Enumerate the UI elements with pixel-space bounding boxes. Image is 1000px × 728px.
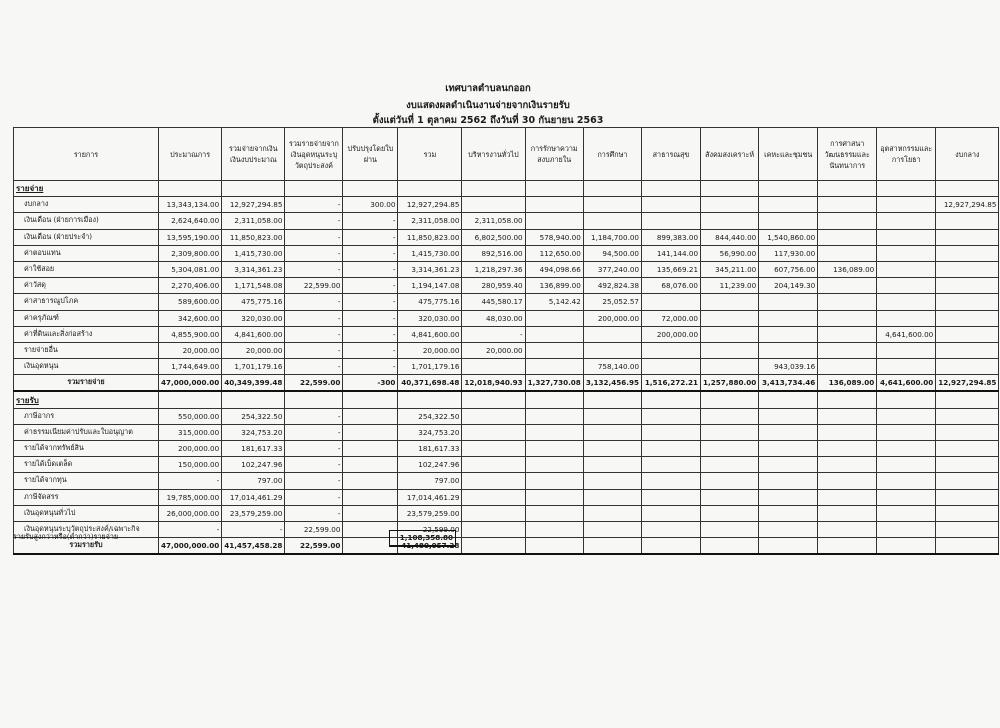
cell-value [818,359,877,375]
cell-value: 320,030.00 [222,310,285,326]
cell-value: 26,000,000.00 [159,505,222,521]
cell-value: - [343,538,398,555]
cell-value: 1,415,730.00 [222,245,285,261]
cell-value [525,326,583,342]
table-row [14,310,999,326]
cell-value: 797.00 [398,473,462,489]
cell-value: 22,599.00 [285,521,343,537]
table-row [14,294,999,310]
column-header: การศาสนาวัฒนธรรมและนันทนาการ [818,128,877,181]
cell-value [936,229,999,245]
surplus-label: รายรับสูงกว่าหรือ(ต่ำกว่า)รายจ่าย [13,532,119,541]
cell-value: 20,000.00 [398,342,462,358]
cell-value [701,310,759,326]
cell-value: 494,098.66 [525,261,583,277]
row-label: รวมรายรับ [14,538,159,555]
cell-value [936,342,999,358]
cell-value: 136,089.00 [818,261,877,277]
row-label: เงินอุดหนุนทั่วไป [14,505,159,521]
cell-value: - [285,408,343,424]
cell-value [877,359,936,375]
cell-value: - [343,278,398,294]
cell-value: - [159,521,222,537]
cell-value [525,213,583,229]
cell-value [343,457,398,473]
cell-value [759,342,818,358]
section-label: รายจ่าย [14,181,159,197]
cell-value [343,505,398,521]
row-label: รวมรายจ่าย [14,375,159,392]
cell-value: - [343,359,398,375]
report-period: ตั้งแต่วันที่ 1 ตุลาคม 2562 ถึงวันที่ 30 กันยายน 2563 [372,115,604,126]
column-header: รวมจ่ายจากเงินเงินงบประมาณ [222,128,285,181]
cell-value: - [343,213,398,229]
cell-value: - [285,197,343,213]
cell-value: - [343,294,398,310]
cell-value: 475,775.16 [222,294,285,310]
cell-value: 13,343,134.00 [159,197,222,213]
table-row [14,521,999,537]
section-row [14,391,999,408]
cell-value [525,342,583,358]
cell-value [343,424,398,440]
cell-value [701,359,759,375]
cell-value: 94,500.00 [583,245,641,261]
cell-value: - [462,326,525,342]
row-label: ค่าใช้สอย [14,261,159,277]
table-row [14,489,999,505]
cell-value: 47,000,000.00 [159,375,222,392]
cell-value [583,197,641,213]
column-header: เคหะและชุมชน [759,128,818,181]
cell-value: 200,000.00 [159,441,222,457]
cell-value: 797.00 [222,473,285,489]
cell-value: 1,218,297.36 [462,261,525,277]
cell-value [642,342,701,358]
cell-value: 181,617.33 [398,441,462,457]
cell-value: - [285,473,343,489]
cell-value: 181,617.33 [222,441,285,457]
row-label: เงินเดือน (ฝ่ายการเมือง) [14,213,159,229]
cell-value [759,197,818,213]
cell-value: 4,841,600.00 [398,326,462,342]
cell-value: 136,899.00 [525,278,583,294]
column-header: ปรับปรุงโดยใบผ่าน [343,128,398,181]
column-header: บริหารงานทั่วไป [462,128,525,181]
cell-value [877,197,936,213]
cell-value: - [285,294,343,310]
cell-value: 4,855,900.00 [159,326,222,342]
cell-value: 12,927,294.85 [936,375,999,392]
cell-value: 40,349,399.48 [222,375,285,392]
cell-value [642,197,701,213]
cell-value: 607,756.00 [759,261,818,277]
cell-value [877,229,936,245]
cell-value: 3,314,361.23 [398,261,462,277]
row-label: เงินเดือน (ฝ่ายประจำ) [14,229,159,245]
column-header: รวมรายจ่ายจากเงินอุดหนุนระบุวัตถุประสงค์ [285,128,343,181]
cell-value: 11,850,823.00 [398,229,462,245]
cell-value: 3,314,361.23 [222,261,285,277]
cell-value: - [285,359,343,375]
cell-value: - [222,521,285,537]
cell-value [525,197,583,213]
cell-value: - [285,213,343,229]
cell-value: 112,650.00 [525,245,583,261]
cell-value [818,278,877,294]
column-header: ประมาณการ [159,128,222,181]
cell-value: 56,990.00 [701,245,759,261]
cell-value [877,278,936,294]
cell-value: 117,930.00 [759,245,818,261]
cell-value: 758,140.00 [583,359,641,375]
cell-value: 550,000.00 [159,408,222,424]
table-row [14,229,999,245]
column-header: สาธารณสุข [642,128,701,181]
cell-value [936,261,999,277]
cell-value: 20,000.00 [222,342,285,358]
cell-value: 22,599.00 [398,521,462,537]
statement-table [13,127,999,555]
cell-value [583,213,641,229]
cell-value: - [285,326,343,342]
cell-value [701,342,759,358]
cell-value: 3,132,456.95 [583,375,641,392]
cell-value [642,294,701,310]
cell-value: 47,000,000.00 [159,538,222,555]
cell-value: 48,030.00 [462,310,525,326]
cell-value: 342,600.00 [159,310,222,326]
table-row [14,213,999,229]
table-row [14,197,999,213]
cell-value: - [285,229,343,245]
cell-value: - [159,473,222,489]
row-label: รายได้เบ็ดเตล็ด [14,457,159,473]
column-header: รวม [398,128,462,181]
cell-value: - [285,424,343,440]
column-header: การรักษาความสงบภายใน [525,128,583,181]
row-label: รายได้จากทุน [14,473,159,489]
row-label: รายจ่ายอื่น [14,342,159,358]
cell-value: 200,000.00 [583,310,641,326]
column-header: งบกลาง [936,128,999,181]
cell-value [343,473,398,489]
row-label: ค่าตอบแทน [14,245,159,261]
cell-value: 1,194,147.08 [398,278,462,294]
cell-value: 1,171,548.08 [222,278,285,294]
table-row [14,505,999,521]
cell-value: 11,239.00 [701,278,759,294]
cell-value: 5,142.42 [525,294,583,310]
cell-value: 4,641,600.00 [877,375,936,392]
row-label: ค่าวัสดุ [14,278,159,294]
org-title: เทศบาลตำบลนกออก [445,83,531,94]
cell-value: 68,076.00 [642,278,701,294]
cell-value: 204,149.30 [759,278,818,294]
column-header: รายการ [14,128,159,181]
cell-value: 892,516.00 [462,245,525,261]
cell-value [936,245,999,261]
cell-value: 475,775.16 [398,294,462,310]
cell-value: 899,383.00 [642,229,701,245]
cell-value [936,310,999,326]
cell-value: - [285,342,343,358]
cell-value: 102,247.96 [222,457,285,473]
cell-value: 136,089.00 [818,375,877,392]
row-label: ค่าสาธารณูปโภค [14,294,159,310]
cell-value [818,310,877,326]
row-label: ภาษีอากร [14,408,159,424]
cell-value: 19,785,000.00 [159,489,222,505]
cell-value: 578,940.00 [525,229,583,245]
cell-value [936,359,999,375]
cell-value: 280,959.40 [462,278,525,294]
cell-value [877,310,936,326]
cell-value [701,326,759,342]
table-row [14,441,999,457]
row-label: งบกลาง [14,197,159,213]
cell-value: - [343,342,398,358]
cell-value [759,326,818,342]
cell-value: 22,599.00 [285,375,343,392]
table-row [14,278,999,294]
cell-value: 1,701,179.16 [398,359,462,375]
column-header: สังคมสงเคราะห์ [701,128,759,181]
column-header: อุตสาหกรรมและการโยธา [877,128,936,181]
cell-value: 22,599.00 [285,538,343,555]
cell-value: 20,000.00 [159,342,222,358]
cell-value [818,342,877,358]
cell-value [701,213,759,229]
cell-value: 2,311,058.00 [222,213,285,229]
cell-value: 2,270,406.00 [159,278,222,294]
cell-value: 1,540,860.00 [759,229,818,245]
cell-value: 17,014,461.29 [398,489,462,505]
cell-value [818,245,877,261]
cell-value [701,294,759,310]
cell-value [877,245,936,261]
cell-value: 25,052.57 [583,294,641,310]
cell-value: 1,516,272.21 [642,375,701,392]
cell-value: 445,580.17 [462,294,525,310]
cell-value [877,294,936,310]
row-label: ภาษีจัดสรร [14,489,159,505]
total-row [14,538,999,555]
cell-value [343,408,398,424]
cell-value [936,278,999,294]
cell-value: 324,753.20 [222,424,285,440]
header-row [14,128,999,181]
cell-value: -300 [343,375,398,392]
cell-value [818,326,877,342]
cell-value [642,359,701,375]
cell-value: - [285,261,343,277]
cell-value: 23,579,259.00 [398,505,462,521]
cell-value [701,197,759,213]
cell-value: 6,802,500.00 [462,229,525,245]
cell-value: 1,744,649.00 [159,359,222,375]
cell-value: 2,309,800.00 [159,245,222,261]
cell-value: - [285,457,343,473]
cell-value [759,310,818,326]
cell-value: - [343,326,398,342]
total-row [14,375,999,392]
cell-value [525,310,583,326]
cell-value: 23,579,259.00 [222,505,285,521]
table-row [14,245,999,261]
cell-value: 141,144.00 [642,245,701,261]
cell-value: - [285,310,343,326]
cell-value: 377,240.00 [583,261,641,277]
cell-value [936,294,999,310]
row-label: ค่าครุภัณฑ์ [14,310,159,326]
cell-value: 1,184,700.00 [583,229,641,245]
row-label: ค่าธรรมเนียมค่าปรับและใบอนุญาต [14,424,159,440]
cell-value [583,326,641,342]
cell-value: 315,000.00 [159,424,222,440]
cell-value: 41,480,057.28 [398,538,462,555]
cell-value [759,294,818,310]
cell-value: 12,927,294.85 [222,197,285,213]
row-label: เงินอุดหนุนระบุวัตถุประสงค์/เฉพาะกิจ [14,521,159,537]
cell-value: 1,701,179.16 [222,359,285,375]
cell-value: - [343,229,398,245]
table-row [14,408,999,424]
cell-value: 11,850,823.00 [222,229,285,245]
cell-value: - [343,261,398,277]
cell-value: - [285,245,343,261]
column-header: การศึกษา [583,128,641,181]
cell-value: 320,030.00 [398,310,462,326]
cell-value [936,213,999,229]
cell-value [343,489,398,505]
cell-value: - [343,310,398,326]
row-label: รายได้จากทรัพย์สิน [14,441,159,457]
cell-value [462,359,525,375]
cell-value: 200,000.00 [642,326,701,342]
cell-value: 22,599.00 [285,278,343,294]
cell-value: 492,824.38 [583,278,641,294]
cell-value: 40,371,698.48 [398,375,462,392]
cell-value: 4,841,600.00 [222,326,285,342]
surplus-value: 1,108,358.80 [389,530,456,547]
cell-value: 72,000.00 [642,310,701,326]
cell-value: 1,415,730.00 [398,245,462,261]
cell-value [877,342,936,358]
cell-value [818,229,877,245]
cell-value: 102,247.96 [398,457,462,473]
cell-value: 345,211.00 [701,261,759,277]
cell-value: 17,014,461.29 [222,489,285,505]
cell-value: 2,311,058.00 [398,213,462,229]
cell-value [818,197,877,213]
cell-value: 1,257,880.00 [701,375,759,392]
table-row [14,326,999,342]
cell-value [525,359,583,375]
cell-value: 2,624,640.00 [159,213,222,229]
cell-value: 20,000.00 [462,342,525,358]
cell-value: 3,413,734.46 [759,375,818,392]
cell-value: 12,927,294.85 [936,197,999,213]
section-label: รายรับ [14,391,159,408]
cell-value: 324,753.20 [398,424,462,440]
cell-value: 1,327,730.08 [525,375,583,392]
table-row [14,261,999,277]
cell-value: 5,304,081.00 [159,261,222,277]
cell-value: 41,457,458.28 [222,538,285,555]
cell-value [642,213,701,229]
cell-value [877,213,936,229]
cell-value [818,213,877,229]
table-row [14,457,999,473]
cell-value: 12,927,294.85 [398,197,462,213]
cell-value: 943,039.16 [759,359,818,375]
cell-value: 150,000.00 [159,457,222,473]
table-row [14,342,999,358]
table-row [14,424,999,440]
cell-value: 254,322.50 [398,408,462,424]
row-label: เงินอุดหนุน [14,359,159,375]
cell-value: - [285,441,343,457]
row-label: ค่าที่ดินและสิ่งก่อสร้าง [14,326,159,342]
cell-value [343,441,398,457]
table-row [14,473,999,489]
report-title: งบแสดงผลดำเนินงานจ่ายจากเงินรายรับ [406,100,570,111]
cell-value [877,261,936,277]
cell-value: 2,311,058.00 [462,213,525,229]
cell-value [818,294,877,310]
cell-value: 135,669.21 [642,261,701,277]
cell-value [759,213,818,229]
table-row [14,359,999,375]
cell-value: 254,322.50 [222,408,285,424]
cell-value: - [285,489,343,505]
cell-value: 589,600.00 [159,294,222,310]
cell-value: 12,018,940.93 [462,375,525,392]
cell-value: - [285,505,343,521]
cell-value: 13,595,190.00 [159,229,222,245]
cell-value: - [343,245,398,261]
cell-value [936,326,999,342]
section-row [14,181,999,197]
cell-value: 300.00 [343,197,398,213]
cell-value [462,197,525,213]
cell-value: 844,440.00 [701,229,759,245]
cell-value: 4,641,600.00 [877,326,936,342]
cell-value [583,342,641,358]
